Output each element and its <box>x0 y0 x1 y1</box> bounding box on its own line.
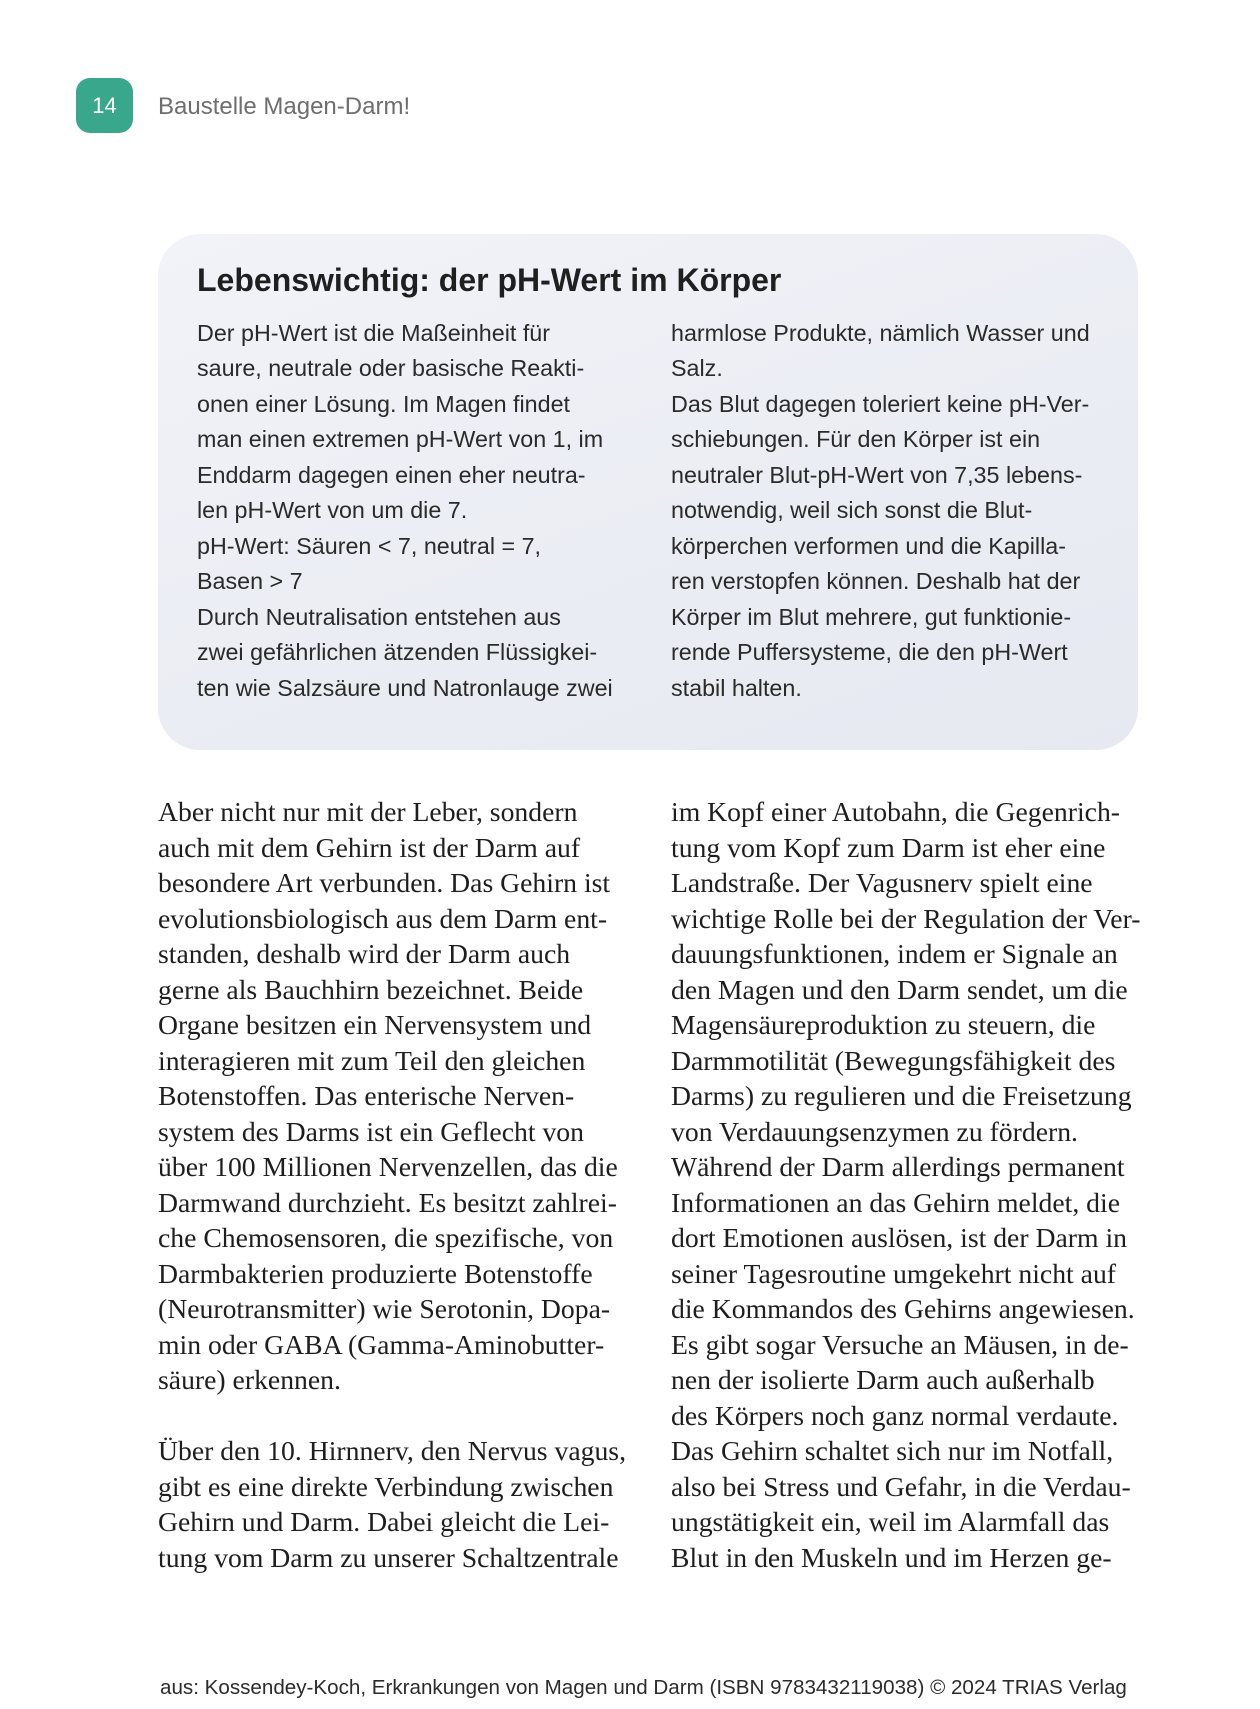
info-box-line: Körper im Blut mehrere, gut funktionie- <box>671 603 1072 630</box>
body-line: Während der Darm allerdings permanent <box>671 1151 1125 1182</box>
body-line: Aber nicht nur mit der Leber, sondern <box>158 796 578 827</box>
info-box-line: schiebungen. Für den Körper ist ein <box>671 426 1041 453</box>
info-box-line: stabil halten. <box>671 674 802 701</box>
info-box-line: körperchen verformen und die Kapilla- <box>671 532 1066 559</box>
body-line: Botenstoffen. Das enterische Nerven- <box>158 1080 575 1111</box>
body-line: Darmwand durchzieht. Es besitzt zahlrei- <box>158 1186 617 1218</box>
info-box-line: ren verstopfen können. Deshalb hat der <box>671 568 1081 595</box>
body-paragraph <box>158 1433 626 1575</box>
body-line: im Kopf einer Autobahn, die Gegenrich- <box>671 796 1121 827</box>
info-box-line: saure, neutrale oder basische Reakti- <box>197 355 585 382</box>
body-line: standen, deshalb wird der Darm auch <box>158 938 571 969</box>
body-line: nen der isolierte Darm auch außerhalb <box>671 1364 1095 1395</box>
body-line: (Neurotransmitter) wie Serotonin, Dopa- <box>158 1293 611 1324</box>
body-line: Gehirn und Darm. Dabei gleicht die Lei- <box>158 1506 610 1537</box>
body-line: Darms) zu regulieren und die Freisetzung <box>671 1080 1132 1111</box>
info-box-line: Der pH-Wert ist die Maßeinheit für <box>197 320 551 346</box>
body-line: Landstraße. Der Vagusnerv spielt eine <box>671 867 1093 898</box>
body-line: Informationen an das Gehirn meldet, die <box>671 1186 1121 1218</box>
body-line: über 100 Millionen Nervenzellen, das die <box>158 1151 618 1182</box>
info-box-line: Das Blut dagegen toleriert keine pH-Ver- <box>671 390 1090 417</box>
info-box-line: man einen extremen pH-Wert von 1, im <box>197 426 604 453</box>
info-box-line: notwendig, weil sich sonst die Blut- <box>671 497 1033 524</box>
body-line: den Magen und den Darm sendet, um die <box>671 973 1128 1005</box>
info-box-line: pH-Wert: Säuren < 7, neutral = 7, <box>197 532 542 559</box>
info-box <box>158 234 1138 750</box>
body-line: gibt es eine direkte Verbindung zwischen <box>158 1470 614 1502</box>
info-box-line: harmlose Produkte, nämlich Wasser und <box>671 320 1090 346</box>
paragraph-gap <box>158 1398 626 1434</box>
page-number-badge: 14 <box>76 78 133 133</box>
info-box-line: len pH-Wert von um die 7. <box>197 497 468 524</box>
body-line: Blut in den Muskeln und im Herzen ge- <box>671 1541 1112 1573</box>
body-line: interagieren mit zum Teil den gleichen <box>158 1044 586 1076</box>
info-box-line: Enddarm dagegen einen eher neutra- <box>197 461 586 488</box>
info-box-line: neutraler Blut-pH-Wert von 7,35 lebens- <box>671 461 1083 488</box>
body-line: von Verdauungsenzymen zu fördern. <box>671 1115 1078 1147</box>
info-box-line: Salz. <box>671 355 723 382</box>
info-box-line: zwei gefährlichen ätzenden Flüssigkei- <box>197 639 598 666</box>
body-line: evolutionsbiologisch aus dem Darm ent- <box>158 902 608 934</box>
info-box-line: rende Puffersysteme, die den pH-Wert <box>671 639 1068 666</box>
body-line: seiner Tagesroutine umgekehrt nicht auf <box>671 1257 1117 1289</box>
body-line: tung vom Kopf zum Darm ist eher eine <box>671 831 1106 863</box>
body-line: dauungsfunktionen, indem er Signale an <box>671 938 1118 969</box>
body-line: besondere Art verbunden. Das Gehirn ist <box>158 867 611 898</box>
info-box-line: Basen > 7 <box>197 568 303 595</box>
body-line: die Kommandos des Gehirns angewiesen. <box>671 1293 1135 1324</box>
body-paragraph <box>158 794 626 1398</box>
info-box-title: Lebenswichtig: der pH-Wert im Körper <box>197 262 782 298</box>
info-box-line: Durch Neutralisation entstehen aus <box>197 603 561 630</box>
body-line: Organe besitzen ein Nervensystem und <box>158 1009 592 1040</box>
body-line: Magensäureproduktion zu steuern, die <box>671 1009 1096 1040</box>
info-box-right-column <box>671 316 1090 706</box>
body-line: che Chemosensoren, die spezifische, von <box>158 1222 614 1253</box>
body-line: Darmbakterien produzierte Botenstoffe <box>158 1257 593 1289</box>
body-line: wichtige Rolle bei der Regulation der Ver- <box>671 902 1141 934</box>
body-line: auch mit dem Gehirn ist der Darm auf <box>158 831 581 863</box>
body-line: Darmmotilität (Bewegungsfähigkeit des <box>671 1044 1116 1076</box>
body-line: also bei Stress und Gefahr, in die Verdau- <box>671 1470 1131 1502</box>
body-line: gerne als Bauchhirn bezeichnet. Beide <box>158 973 584 1005</box>
body-line: Über den 10. Hirnnerv, den Nervus vagus, <box>158 1435 626 1466</box>
source-footer: aus: Kossendey-Koch, Erkrankungen von Magen und Darm (ISBN 9783432119038) © 2024 TRIAS Verlag <box>160 1676 1127 1699</box>
info-box-line: ten wie Salzsäure und Natronlauge zwei <box>197 674 613 701</box>
body-line: Es gibt sogar Versuche an Mäusen, in de- <box>671 1328 1129 1360</box>
body-line: dort Emotionen auslösen, ist der Darm in <box>671 1222 1127 1253</box>
body-right-column <box>671 794 1140 1575</box>
body-line: tung vom Darm zu unserer Schaltzentrale <box>158 1541 619 1573</box>
body-line: system des Darms ist ein Geflecht von <box>158 1115 584 1147</box>
info-box-left-column <box>197 316 613 706</box>
body-line: ungstätigkeit ein, weil im Alarmfall das <box>671 1506 1110 1537</box>
body-line: säure) erkennen. <box>158 1364 341 1395</box>
info-box-line: onen einer Lösung. Im Magen findet <box>197 390 571 417</box>
body-line: Das Gehirn schaltet sich nur im Notfall, <box>671 1435 1114 1466</box>
body-left-column <box>158 794 626 1575</box>
body-line: min oder GABA (Gamma-Aminobutter- <box>158 1328 605 1360</box>
body-line: des Körpers noch ganz normal verdaute. <box>671 1399 1119 1431</box>
running-title: Baustelle Magen-Darm! <box>158 93 411 120</box>
